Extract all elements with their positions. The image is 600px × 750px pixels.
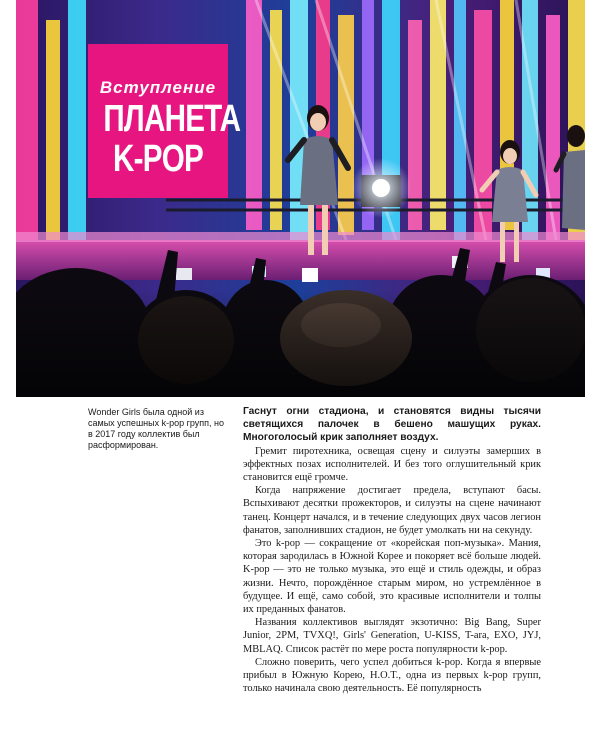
article-paragraph: Гремит пиротехника, освещая сцену и силуэты замерших в эффектных позах исполнителей. И без того оглушительный крик становится ещё громче. (243, 445, 541, 484)
article-paragraph: Это k-pop — сокращение от «корейская поп-музыка». Мания, которая зародилась в Южной Корее и покоряет всё больше людей. K-pop — это не только музыка, это ещё и стиль одежды, и образ жизни. Нечто, порождённое старым миром, но устремлённое в будущее. И ещё, само собой, это красивые исполнители и толпы их преданных фанатов. (243, 538, 541, 616)
article-lead: Гаснут огни стадиона, и становятся видны тысячи светящихся палочек в бешено машущих руках. Многоголосый крик заполняет воздух. (243, 406, 541, 444)
article-paragraph: Сложно поверить, чего успел добиться k-pop. Когда я впервые прибыл в Южную Корею, H.O.T., одна из первых k-pop групп, только начинала свою деятельность. Её популярность (243, 656, 541, 695)
article-paragraph: Когда напряжение достигает предела, вступают басы. Вспыхивают десятки прожекторов, и силуэты на сцене начинают танец. Концерт начался, и в течение следующих двух часов легион фанатов, заполнивших стадион, не будет умолкать ни на секунду. (243, 485, 541, 536)
article-paragraph: Названия коллективов выглядят экзотично: Big Bang, Super Junior, 2PM, TVXQ!, Girls' Generation, U-KISS, T-ara, EXO, JYJ, MBLAQ. Список растёт по мере роста популярности k-pop. (243, 617, 541, 655)
chapter-title-line2: K-POP (113, 138, 203, 180)
chapter-title-box (88, 44, 241, 198)
chapter-kicker: Вступление (99, 78, 217, 97)
chapter-title-line1: ПЛАНЕТА (103, 98, 241, 140)
photo-caption: Wonder Girls была одной из самых успешных k-pop групп, но в 2017 году коллектив был расформирован. (88, 407, 225, 450)
article-body (243, 405, 541, 695)
